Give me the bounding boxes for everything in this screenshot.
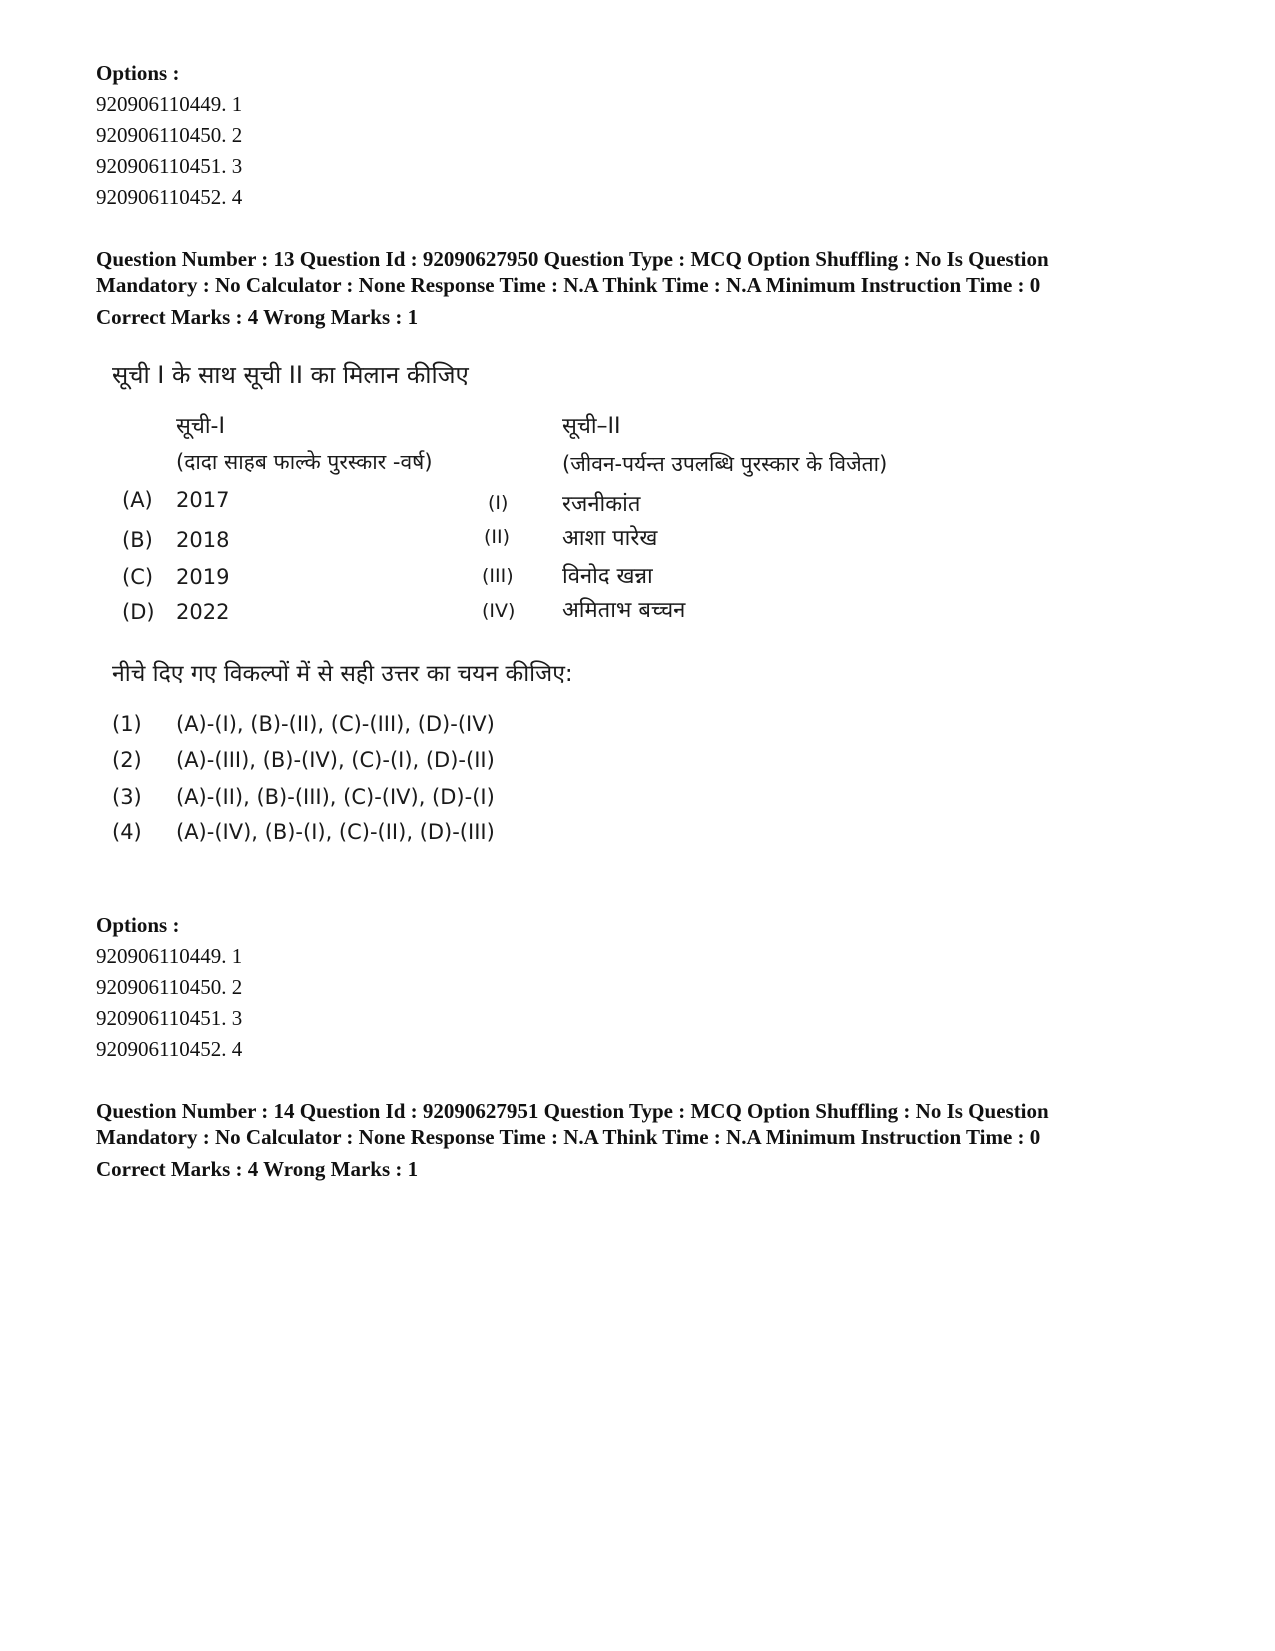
question-meta-line: Mandatory : No Calculator : None Response Time : N.A Think Time : N.A Minimum Instruction Time : 0: [96, 1125, 1041, 1149]
question-meta-line: Question Number : 13 Question Id : 92090627950 Question Type : MCQ Option Shuffling : No Is Question: [96, 247, 1049, 271]
question-13-meta: [96, 246, 1186, 336]
option-line: 920906110450. 2: [96, 123, 243, 147]
options-block-q13: [96, 910, 242, 1065]
list2-value: आशा पारेख: [562, 526, 658, 551]
question-marks: Correct Marks : 4 Wrong Marks : 1: [96, 305, 419, 329]
options-label: Options :: [96, 913, 180, 937]
question-instruction: सूची I के साथ सूची II का मिलान कीजिए: [112, 361, 469, 389]
list1-value: 2017: [176, 488, 230, 512]
list1-key: (A): [122, 488, 153, 512]
choice-text: (A)-(I), (B)-(II), (C)-(III), (D)-(IV): [176, 712, 495, 736]
list2-value: विनोद खन्ना: [562, 564, 653, 589]
option-line: 920906110451. 3: [96, 1006, 243, 1030]
list1-subtitle: (दादा साहब फाल्के पुरस्कार -वर्ष): [176, 450, 433, 474]
option-line: 920906110449. 1: [96, 92, 243, 116]
list2-subtitle: (जीवन-पर्यन्त उपलब्धि पुरस्कार के विजेता): [562, 452, 888, 476]
question-prompt: नीचे दिए गए विकल्पों में से सही उत्तर का चयन कीजिए:: [112, 661, 573, 687]
list2-value: रजनीकांत: [562, 492, 641, 517]
choice-text: (A)-(III), (B)-(IV), (C)-(I), (D)-(II): [176, 748, 495, 772]
choice-number: (1): [112, 712, 142, 736]
choice-number: (4): [112, 820, 142, 844]
question-13-body: [96, 362, 996, 892]
list2-key: (I): [488, 492, 509, 514]
choice-number: (3): [112, 785, 142, 809]
question-meta-line: Mandatory : No Calculator : None Response Time : N.A Think Time : N.A Minimum Instruction Time : 0: [96, 273, 1041, 297]
list1-value: 2019: [176, 565, 230, 589]
list1-key: (B): [122, 528, 153, 552]
list2-key: (IV): [482, 600, 516, 622]
options-block-top: [96, 58, 242, 213]
list1-value: 2018: [176, 528, 230, 552]
option-line: 920906110449. 1: [96, 944, 243, 968]
list2-title: सूची–II: [562, 414, 621, 439]
list1-title: सूची-I: [176, 414, 225, 439]
list2-value: अमिताभ बच्चन: [562, 598, 686, 623]
option-line: 920906110452. 4: [96, 1037, 243, 1061]
list2-key: (III): [482, 565, 514, 587]
list1-value: 2022: [176, 600, 230, 624]
option-line: 920906110451. 3: [96, 154, 243, 178]
options-label: Options :: [96, 61, 180, 85]
list1-key: (D): [122, 600, 155, 624]
option-line: 920906110452. 4: [96, 185, 243, 209]
choice-number: (2): [112, 748, 142, 772]
list1-key: (C): [122, 565, 154, 589]
list2-key: (II): [484, 526, 511, 548]
question-marks: Correct Marks : 4 Wrong Marks : 1: [96, 1157, 419, 1181]
question-meta-line: Question Number : 14 Question Id : 92090627951 Question Type : MCQ Option Shuffling : No Is Question: [96, 1099, 1049, 1123]
choice-text: (A)-(II), (B)-(III), (C)-(IV), (D)-(I): [176, 785, 495, 809]
question-14-meta: [96, 1098, 1186, 1188]
choice-text: (A)-(IV), (B)-(I), (C)-(II), (D)-(III): [176, 820, 495, 844]
option-line: 920906110450. 2: [96, 975, 243, 999]
